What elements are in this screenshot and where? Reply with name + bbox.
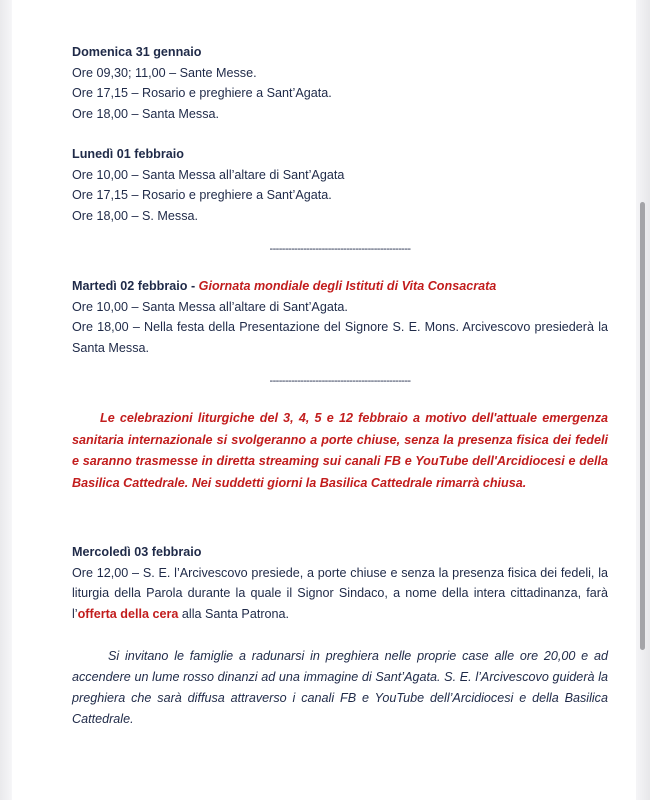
day-highlight: Giornata mondiale degli Istituti di Vita Consacrata — [198, 279, 497, 293]
day-title: Lunedì 01 febbraio — [72, 147, 184, 161]
day-title: Domenica 31 gennaio — [72, 45, 202, 59]
schedule-paragraph: Ore 18,00 – Nella festa della Presentazione del Signore S. E. Mons. Arcivescovo presiederà la Santa Messa. — [72, 320, 608, 355]
offering-highlight: offerta della cera — [77, 606, 179, 621]
spacer — [72, 494, 608, 542]
section-martedi — [72, 276, 608, 358]
schedule-line: Ore 18,00 – S. Messa. — [72, 208, 198, 223]
prayer-invitation: Si invitano le famiglie a radunarsi in preghiera nelle proprie case alle ore 20,00 e ad accendere un lume rosso dinanzi ad una immagine di Sant’Agata. S. E. l’Arcivescovo guiderà la preghiera che sarà diffusa attraverso i canali FB e YouTube dell’Arcidiocesi e della Basilica Cattedrale. — [72, 649, 608, 727]
closed-doors-notice: Le celebrazioni liturgiche del 3, 4, 5 e 12 febbraio a motivo dell'attuale emergenza sanitaria internazionale si svolgeranno a porte chiuse, senza la presenza fisica dei fedeli e saranno trasmesse in diretta streaming sui canali FB e YouTube dell'Arcidiocesi e della Basilica Cattedrale. Nei suddetti giorni la Basilica Cattedrale rimarrà chiusa. — [72, 411, 608, 490]
schedule-line: Ore 10,00 – Santa Messa all’altare di Sant’Agata. — [72, 299, 348, 314]
page-left-edge — [0, 0, 12, 800]
day-title: Mercoledì 03 febbraio — [72, 545, 202, 560]
schedule-line: Ore 09,30; 11,00 – Sante Messe. — [72, 65, 257, 80]
schedule-paragraph — [72, 563, 608, 625]
day-title-line — [72, 276, 608, 297]
section-divider: ---------------------------------------------- — [269, 375, 411, 387]
section-domenica — [72, 42, 608, 124]
schedule-line: Ore 17,15 – Rosario e preghiere a Sant’Agata. — [72, 188, 332, 202]
program-content — [72, 42, 608, 730]
schedule-line: Ore 17,15 – Rosario e preghiere a Sant’Agata. — [72, 86, 332, 100]
schedule-line: Ore 10,00 – Santa Messa all’altare di Sant’Agata — [72, 167, 345, 182]
section-mercoledi — [72, 542, 608, 624]
schedule-line: Ore 18,00 – Santa Messa. — [72, 106, 220, 121]
paragraph-text: alla Santa Patrona. — [178, 606, 290, 621]
section-divider: ---------------------------------------------- — [269, 243, 411, 255]
section-lunedi — [72, 144, 608, 226]
day-title: Martedì 02 febbraio - — [72, 279, 199, 293]
spacer — [72, 124, 608, 144]
spacer — [72, 624, 608, 646]
scrollbar-thumb[interactable] — [640, 202, 645, 650]
paragraph-text: Ore 12,00 – S. E. l’Arcivescovo presiede, a porte chiuse e senza la presenza fisica dei fedeli, la liturgia della Parola durante la quale il Signor Sindaco, a nome della intera cittadinanza, farà l’ — [72, 565, 608, 621]
